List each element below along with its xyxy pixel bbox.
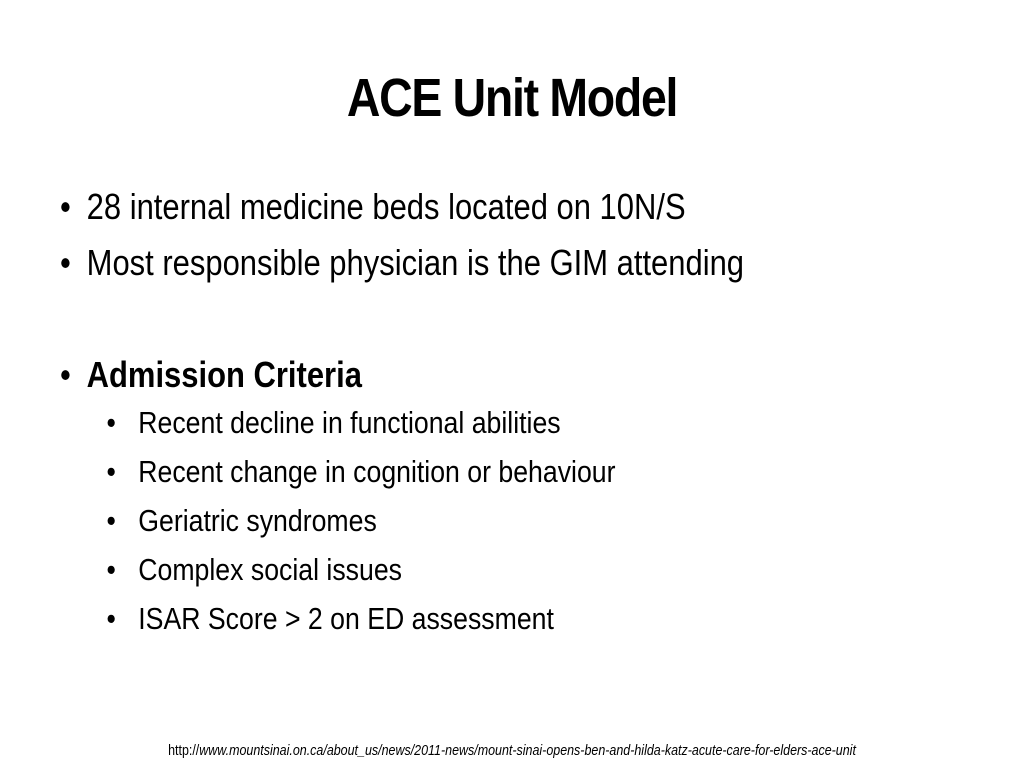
sub-bullet-marker: • xyxy=(106,552,116,587)
sub-bullet-text: Geriatric syndromes xyxy=(138,503,377,538)
sub-bullet-item xyxy=(60,403,834,452)
sub-bullet-text: Recent change in cognition or behaviour xyxy=(138,454,616,489)
bullet-item-admission-criteria xyxy=(60,351,834,407)
bullet-text: 28 internal medicine beds located on 10N/S xyxy=(86,186,686,227)
sub-bullet-marker: • xyxy=(106,454,116,489)
sub-bullet-list xyxy=(60,403,960,648)
source-url[interactable] xyxy=(72,741,953,761)
bullet-list xyxy=(60,183,960,648)
sub-bullet-text: Complex social issues xyxy=(138,552,402,587)
sub-bullet-marker: • xyxy=(106,503,116,538)
sub-bullet-item xyxy=(60,599,834,648)
sub-bullet-text: Recent decline in functional abilities xyxy=(138,405,561,440)
bullet-marker: • xyxy=(60,354,71,395)
sub-bullet-marker: • xyxy=(106,405,116,440)
sub-bullet-text: ISAR Score > 2 on ED assessment xyxy=(138,601,554,636)
sub-bullet-marker: • xyxy=(106,601,116,636)
bullet-item xyxy=(60,239,834,295)
sub-bullet-item xyxy=(60,550,834,599)
bullet-marker: • xyxy=(60,242,71,283)
sub-bullet-item xyxy=(60,452,834,501)
bullet-item xyxy=(60,183,834,239)
source-url-path: www.mountsinai.on.ca/about_us/news/2011-news/mount-sinai-opens-ben-and-hilda-katz-acute-care-for-elders-ace-unit xyxy=(199,743,856,759)
bullet-heading: Admission Criteria xyxy=(86,354,362,395)
source-url-prefix: http:// xyxy=(168,743,200,759)
bullet-text: Most responsible physician is the GIM attending xyxy=(86,242,745,283)
bullet-marker: • xyxy=(60,186,71,227)
sub-bullet-item xyxy=(60,501,834,550)
slide-title: ACE Unit Model xyxy=(346,68,678,128)
